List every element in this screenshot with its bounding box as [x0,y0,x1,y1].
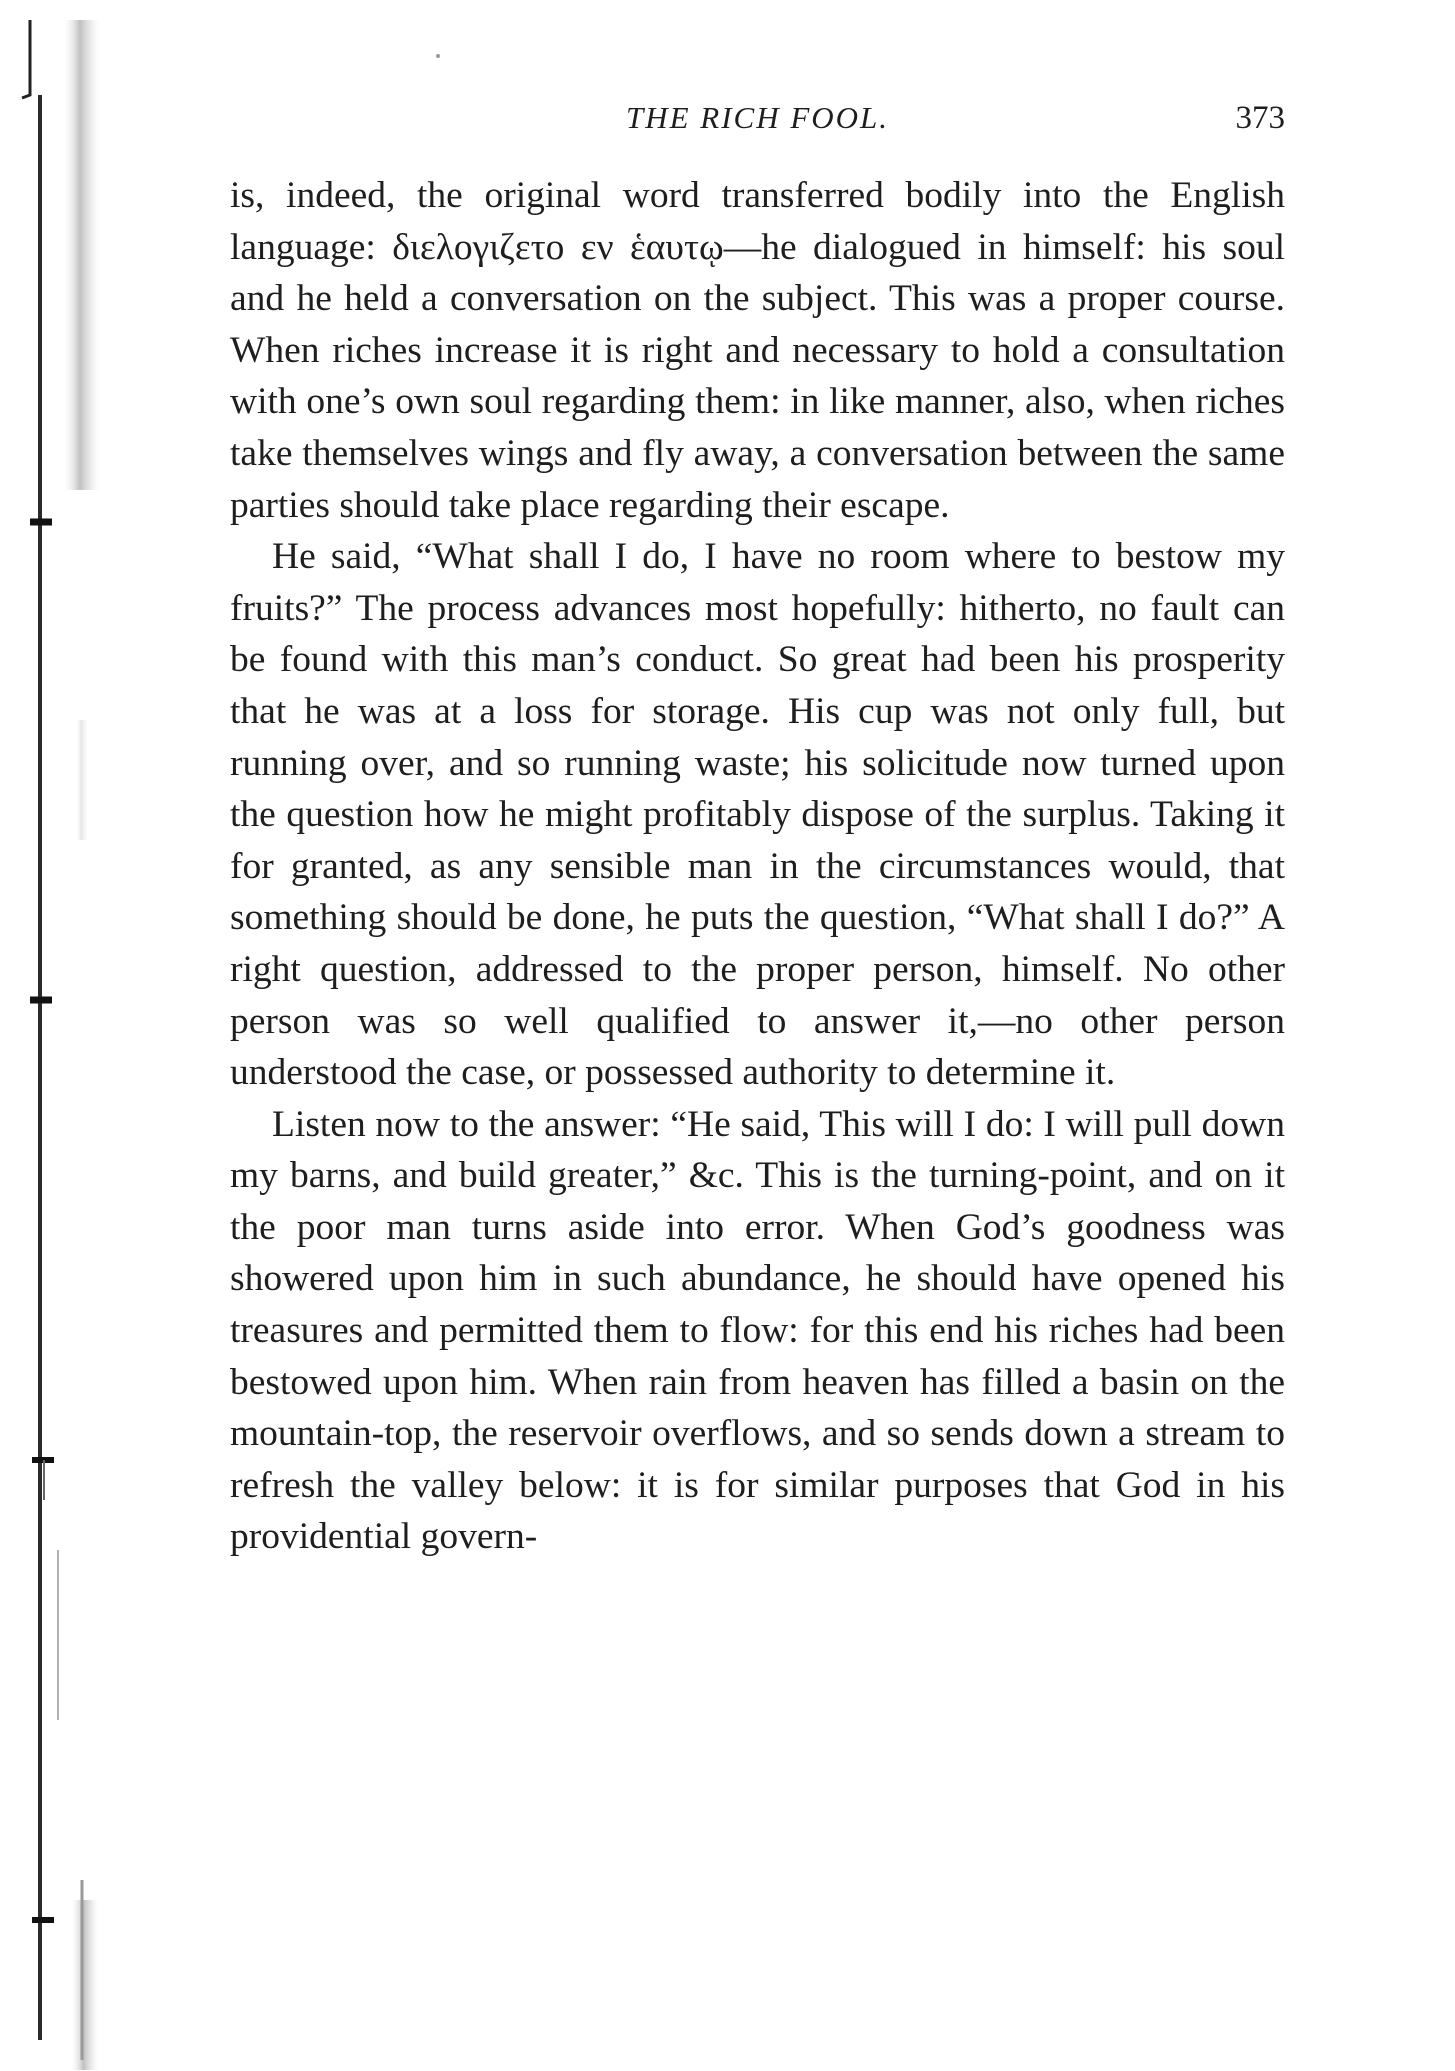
running-title: THE RICH FOOL. [625,100,890,135]
binding-edge [0,0,110,2071]
paragraph: Listen now to the answer: “He said, This will I do: I will pull down my barns, and build greater,” &c. This is the turning-point, and on it the poor man turns aside into error. When God’s goodness was showered upon him in such abundance, he should have opened his treasures and permitted them to flow: for this end his riches had been bestowed upon him. When rain from heaven has filled a basin on the mountain-top, the reservoir overflows, and so sends down a stream to refresh the valley below: it is for similar purposes that God in his providential govern- [230,1103,1285,1558]
running-head [230,98,1285,138]
page-number: 373 [1235,100,1285,136]
paragraph: is, indeed, the original word transferred bodily into the English language: διελογιζετο εν ἑαυτῳ—he dialogued in himself: his soul and he held a conversation on the subject. This was a proper course. When riches increase it is right and necessary to hold a consultation with one’s own soul regarding them: in like manner, also, when riches take themselves wings and fly away, a conversation between the same parties should take place regarding their escape. [230,175,1285,526]
ink-speck [436,54,440,58]
body-text [230,170,1285,1563]
paragraph: He said, “What shall I do, I have no room where to bestow my fruits?” The process advances most hopefully: hitherto, no fault can be found with this man’s conduct. So great had been his prosperity that he was at a loss for storage. His cup was not only full, but running over, and so running waste; his solicitude now turned upon the question how he might profitably dispose of the surplus. Taking it for granted, as any sensible man in the circumstances would, that something should be done, he puts the question, “What shall I do?” A right question, addressed to the proper person, himself. No other person was so well qualified to answer it,—no other person understood the case, or possessed authority to determine it. [230,536,1285,1094]
